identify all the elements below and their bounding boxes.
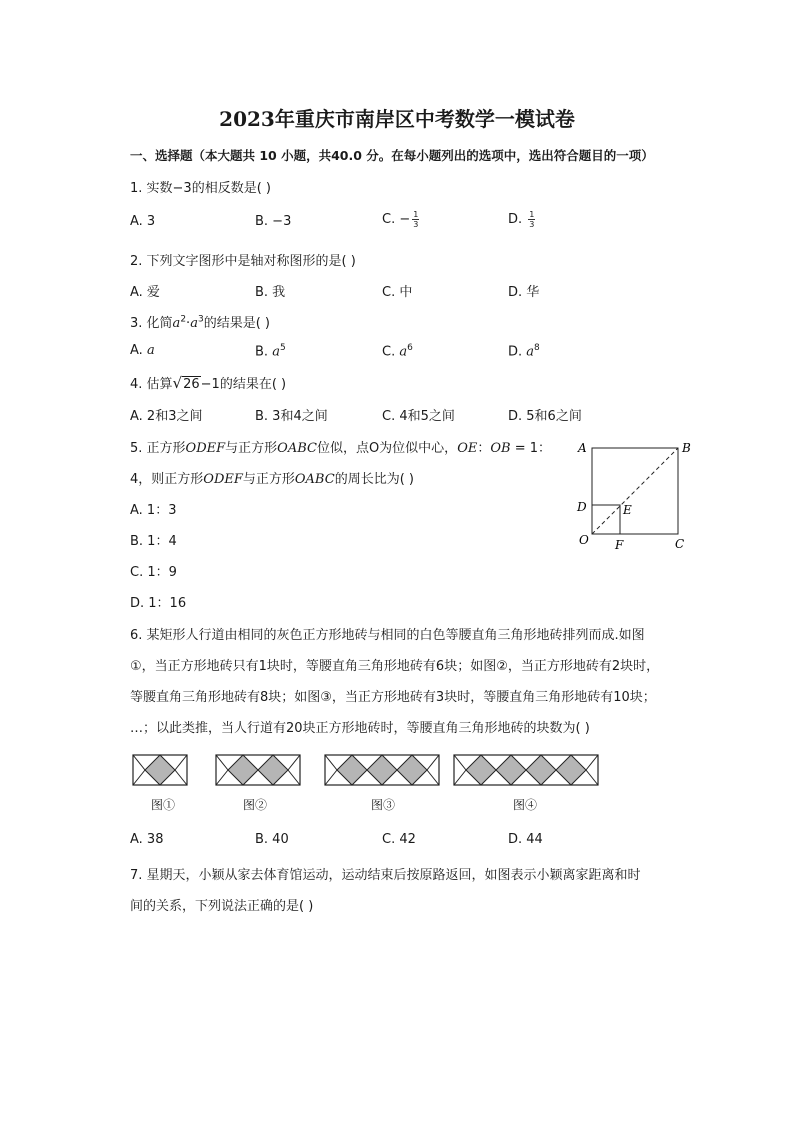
exponent: 8 — [534, 343, 540, 353]
q6-option-b: B. 40 — [255, 832, 289, 847]
q2-option-a: A. 爱 — [130, 285, 160, 300]
exponent: 3 — [197, 314, 204, 325]
point-c-label: C — [675, 537, 685, 551]
q4-option-b: B. 3和4之间 — [255, 409, 328, 424]
figure-4-caption: 图④ — [513, 798, 538, 812]
variable-a: a — [146, 343, 155, 358]
fraction-denominator: 3 — [529, 220, 535, 229]
square-oabc-label: OABC — [294, 472, 335, 487]
question-7-line-2: 间的关系，下列说法正确的是( ) — [130, 899, 314, 914]
point-a-label: A — [578, 441, 587, 455]
question-6-line-1: 6. 某矩形人行道由相同的灰色正方形地砖与相同的白色等腰直角三角形地砖排列而成.如图 — [130, 628, 645, 643]
q3-option-a — [130, 343, 155, 358]
q1-option-b: B. −3 — [255, 214, 292, 229]
option-label: C. — [382, 344, 400, 360]
exponent: 2 — [180, 314, 187, 325]
q3-stem-suffix: 的结果是( ) — [203, 316, 270, 331]
variable-a: a — [172, 316, 181, 331]
exponent: 6 — [407, 343, 413, 353]
q5-option-d: D. 1：16 — [130, 596, 187, 611]
q3-option-d — [508, 343, 540, 359]
q1-option-c-fraction — [412, 210, 419, 229]
q6-option-d: D. 44 — [508, 832, 543, 847]
question-5-line-2 — [130, 468, 414, 487]
square-odef-label: ODEF — [203, 472, 243, 487]
q5-text: 与正方形 — [242, 472, 295, 487]
variable-a: a — [526, 344, 535, 360]
question-2-stem: 2. 下列文字图形中是轴对称图形的是( ) — [130, 254, 356, 269]
variable-a: a — [190, 316, 198, 331]
question-6-line-4: …；以此类推，当人行道有20块正方形地砖时，等腰直角三角形地砖的块数为( ) — [130, 721, 590, 736]
tile-strip-2 — [216, 755, 300, 785]
variable-a: a — [399, 344, 408, 360]
figure-2-caption: 图② — [243, 798, 268, 812]
q5-text: 与正方形 — [225, 441, 278, 456]
question-6-line-3: 等腰直角三角形地砖有8块；如图③，当正方形地砖有3块时，等腰直角三角形地砖有10块； — [130, 690, 656, 705]
fraction-numerator: 1 — [413, 210, 419, 219]
q4-option-c: C. 4和5之间 — [382, 409, 455, 424]
page-title: 2023年重庆市南岸区中考数学一模试卷 — [219, 107, 575, 131]
figure-3-caption: 图③ — [371, 798, 396, 812]
option-label: A. — [130, 343, 147, 358]
q3-option-b — [255, 343, 286, 359]
point-e-label: E — [623, 503, 632, 517]
q4-stem-prefix: 4. 估算 — [130, 377, 173, 392]
figure-1-caption: 图① — [151, 798, 176, 812]
q1-option-d-fraction — [528, 210, 535, 229]
q2-option-d: D. 华 — [508, 285, 540, 300]
square-oabc-label: OABC — [277, 441, 317, 456]
fraction-denominator: 3 — [413, 220, 419, 229]
segment-ob-label: OB — [490, 441, 511, 456]
question-5-line-1 — [130, 437, 551, 456]
q5-option-a: A. 1：3 — [130, 503, 177, 518]
tile-strip-4 — [454, 755, 598, 785]
q5-square-figure — [570, 432, 700, 554]
point-b-label: B — [682, 441, 691, 455]
question-1-stem: 1. 实数−3的相反数是( ) — [130, 181, 271, 196]
square-odef-label: ODEF — [185, 441, 226, 456]
q3-stem-prefix: 3. 化简 — [130, 316, 173, 331]
variable-a: a — [272, 344, 280, 360]
q1-option-c — [382, 210, 419, 229]
q2-option-c: C. 中 — [382, 285, 413, 300]
q5-option-c: C. 1：9 — [130, 565, 177, 580]
q1-option-d — [508, 210, 535, 229]
q5-text: 的周长比为( ) — [334, 472, 414, 487]
q3-option-c — [382, 343, 413, 359]
q2-option-b: B. 我 — [255, 285, 286, 300]
point-o-label: O — [579, 533, 589, 547]
question-3-stem — [130, 312, 270, 331]
question-4-stem — [130, 373, 286, 392]
section-heading: 一、选择题（本大题共 10 小题，共40.0 分。在每小题列出的选项中，选出符合题目的一项） — [130, 148, 654, 163]
question-7-line-1: 7. 星期天，小颖从家去体育馆运动，运动结束后按原路返回，如图表示小颖离家距离和时 — [130, 868, 641, 883]
q4-option-a: A. 2和3之间 — [130, 409, 203, 424]
q1-option-c-label: C. − — [382, 212, 411, 227]
q6-option-a: A. 38 — [130, 832, 164, 847]
q5-text: 4，则正方形 — [130, 472, 204, 487]
square-odef — [592, 505, 620, 534]
multiply-dot: · — [186, 316, 191, 331]
diagonal-ob — [592, 448, 678, 534]
tile-strip-3 — [325, 755, 439, 785]
question-6-line-2: ①，当正方形地砖只有1块时，等腰直角三角形地砖有6块；如图②，当正方形地砖有2块时， — [130, 659, 660, 674]
fraction-numerator: 1 — [529, 210, 535, 219]
option-label: B. — [255, 344, 273, 360]
q5-text: 5. 正方形 — [130, 441, 186, 456]
option-label: D. — [508, 344, 527, 360]
segment-oe-label: OE — [457, 441, 478, 456]
q1-option-a: A. 3 — [130, 214, 156, 229]
radicand: 26 — [183, 377, 200, 392]
tile-strips — [133, 755, 598, 785]
q6-tile-figures — [130, 752, 600, 788]
tile-strip-1 — [133, 755, 187, 785]
exponent: 5 — [279, 343, 286, 353]
q4-stem-suffix: −1的结果在( ) — [200, 377, 287, 392]
q5-text: 位似，点O为位似中心， — [316, 441, 458, 456]
q4-option-d: D. 5和6之间 — [508, 409, 582, 424]
q1-option-d-label: D. — [508, 212, 527, 227]
radical-sign: √ — [172, 374, 183, 392]
q5-option-b: B. 1：4 — [130, 534, 177, 549]
q5-text: ： — [477, 441, 491, 456]
point-d-label: D — [577, 500, 587, 514]
q6-option-c: C. 42 — [382, 832, 416, 847]
q5-text: = 1： — [510, 441, 552, 456]
square-oabc — [592, 448, 678, 534]
point-f-label: F — [615, 538, 624, 552]
